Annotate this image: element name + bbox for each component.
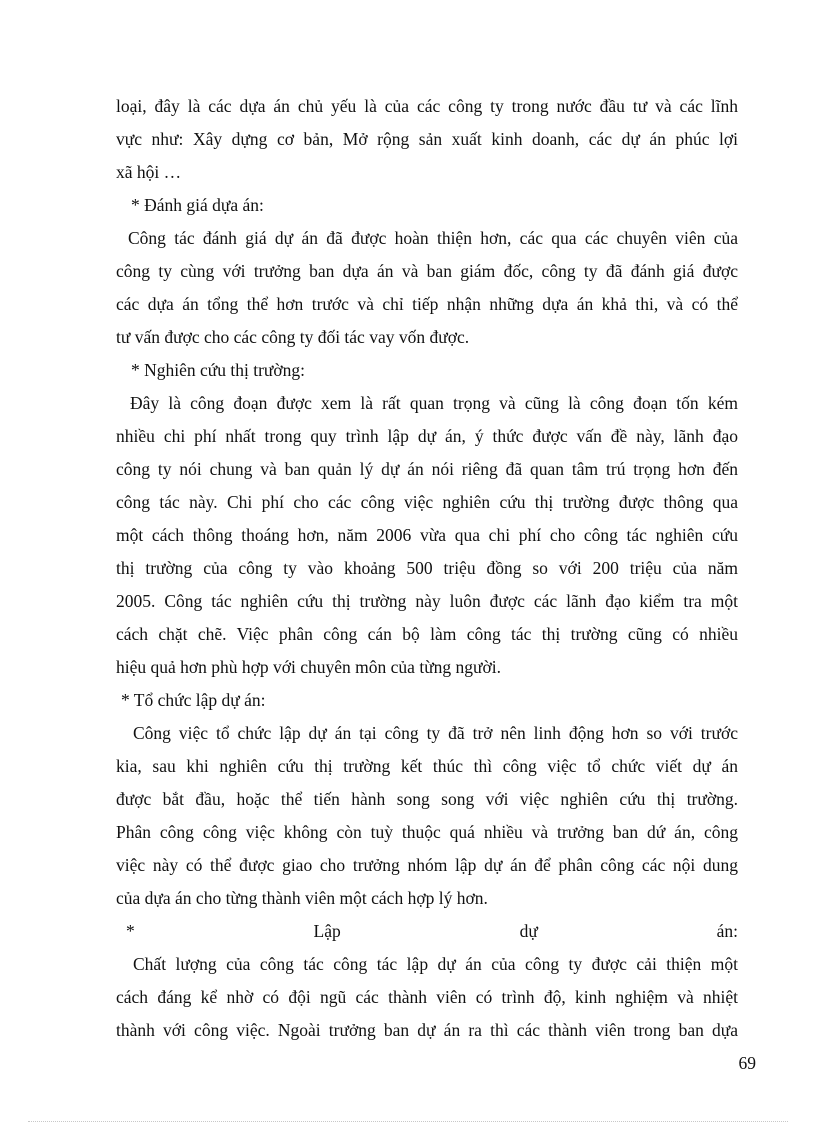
body-text-line: Công tác đánh giá dự án đã được hoàn thiện hơn, các qua các chuyên viên của bbox=[128, 228, 738, 248]
body-text-line: công tác này. Chi phí cho các công việc nghiên cứu thị trường được thông qua bbox=[116, 492, 738, 512]
section-heading-project-evaluation: * Đánh giá dựa án: bbox=[131, 195, 264, 215]
body-text-line: Chất lượng của công tác công tác lập dự án của công ty được cải thiện một bbox=[133, 954, 738, 974]
body-text-line: thành với công việc. Ngoài trưởng ban dự án ra thì các thành viên trong ban dựa bbox=[116, 1020, 738, 1040]
body-text-line: xã hội … bbox=[116, 162, 182, 182]
section-heading-market-research: * Nghiên cứu thị trường: bbox=[131, 360, 306, 380]
section-heading-project-organization: * Tổ chức lập dự án: bbox=[121, 690, 266, 710]
body-text-line: Công việc tổ chức lập dự án tại công ty đã trở nên linh động hơn so với trước bbox=[133, 723, 738, 743]
body-text-line: của dựa án cho từng thành viên một cách hợp lý hơn. bbox=[116, 888, 488, 908]
body-text-line: các dựa án tổng thể hơn trước và chỉ tiếp nhận những dựa án khả thi, và có thể bbox=[116, 294, 738, 314]
body-text-line: được bắt đầu, hoặc thể tiến hành song song với việc nghiên cứu thị trường. bbox=[116, 789, 738, 809]
body-text-line: 2005. Công tác nghiên cứu thị trường này luôn được các lãnh đạo kiểm tra một bbox=[116, 591, 738, 611]
body-text-line: nhiều chi phí nhất trong quy trình lập dự án, ý thức được vấn đề này, lãnh đạo bbox=[116, 426, 738, 446]
page-bottom-divider bbox=[28, 1121, 788, 1122]
body-text-line: Đây là công đoạn được xem là rất quan trọng và cũng là công đoạn tốn kém bbox=[130, 393, 738, 413]
body-text-line: việc này có thể được giao cho trưởng nhóm lập dự án để phân công các nội dung bbox=[116, 855, 738, 875]
body-text-line: cách đáng kể nhờ có đội ngũ các thành viên có trình độ, kinh nghiệm và nhiệt bbox=[116, 987, 738, 1007]
body-text-line: Phân công công việc không còn tuỳ thuộc quá nhiều và trưởng ban dứ án, công bbox=[116, 822, 738, 842]
body-text-line: tư vấn được cho các công ty đối tác vay vốn được. bbox=[116, 327, 470, 347]
body-text-line: loại, đây là các dựa án chủ yếu là của các công ty trong nước đầu tư và các lĩnh bbox=[116, 96, 738, 116]
page-number: 69 bbox=[738, 1053, 756, 1073]
body-text-line: hiệu quả hơn phù hợp với chuyên môn của từng người. bbox=[116, 657, 502, 677]
body-text-line: công ty nói chung và ban quản lý dự án nói riêng đã quan tâm trú trọng hơn đến bbox=[116, 459, 738, 479]
body-text-line: cách chặt chẽ. Việc phân công cán bộ làm công tác thị trường cũng có nhiều bbox=[116, 624, 738, 644]
body-text-line: kia, sau khi nghiên cứu thị trường kết thúc thì công việc tổ chức viết dự án bbox=[116, 756, 738, 776]
section-heading-project-preparation: * Lập dự án: bbox=[126, 921, 738, 941]
body-text-line: vực như: Xây dựng cơ bản, Mở rộng sản xuất kinh doanh, các dự án phúc lợi bbox=[116, 129, 738, 149]
body-text-line: một cách thông thoáng hơn, năm 2006 vừa qua chi phí cho công tác nghiên cứu bbox=[116, 525, 738, 545]
body-text-line: thị trường của công ty vào khoảng 500 triệu đồng so với 200 triệu của năm bbox=[116, 558, 738, 578]
body-text-line: công ty cùng với trưởng ban dựa án và ban giám đốc, công ty đã đánh giá được bbox=[116, 261, 738, 281]
